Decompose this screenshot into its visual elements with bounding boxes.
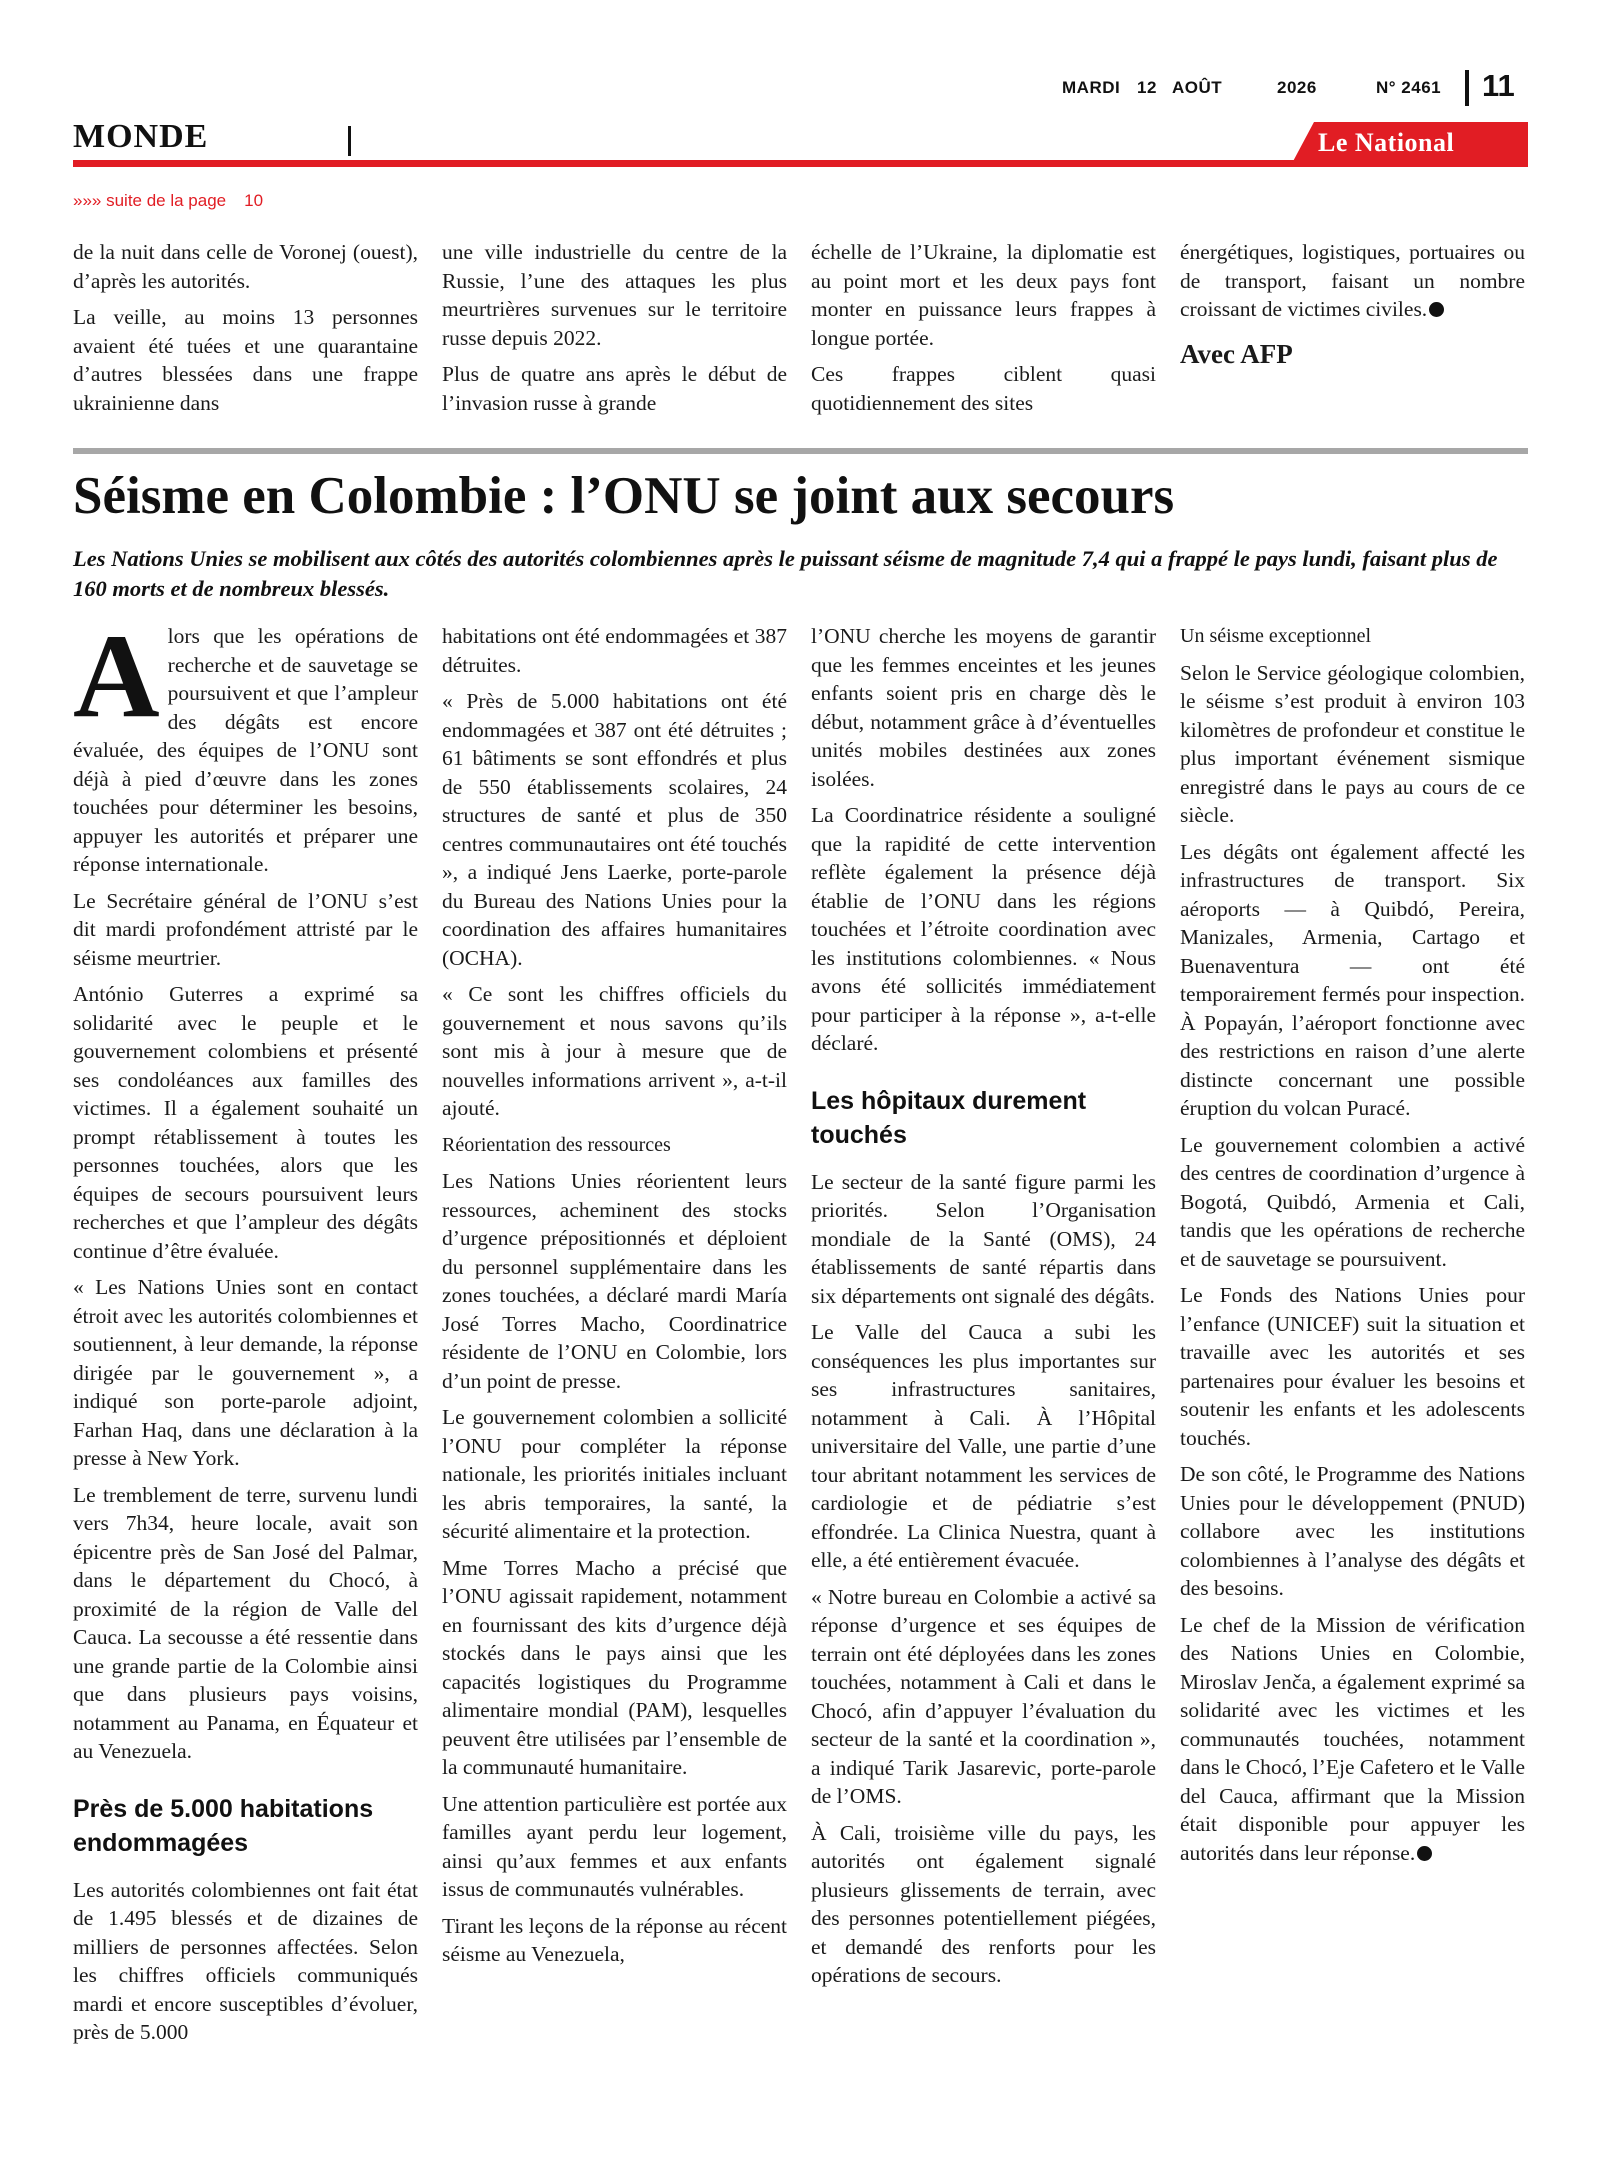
paragraph: une ville industrielle du centre de la Russie, l’une des attaques les plus meurtrières survenues sur le territoire russe depuis 2022. bbox=[442, 240, 787, 350]
masthead-dateline bbox=[0, 78, 1600, 118]
paragraph: « Notre bureau en Colombie a activé sa réponse d’urgence et ses équipes de terrain ont été déployées dans les zones touchées, notamment à Cali et dans le Chocó, afin d’appuyer l’évaluation du secteur de la santé et la coordination », a indiqué Tarik Jasarevic, porte-parole de l’OMS. bbox=[811, 1584, 1156, 1808]
article-column-2 bbox=[442, 622, 787, 1977]
paragraph: Le Secrétaire général de l’ONU s’est dit mardi profondément attristé par le séisme meurtrier. bbox=[73, 888, 418, 970]
section-title: MONDE bbox=[73, 118, 209, 155]
dateline-date: 12 bbox=[1137, 78, 1157, 97]
end-mark-icon bbox=[1429, 302, 1444, 317]
dateline-month: AOÛT bbox=[1172, 78, 1223, 97]
subheading: Les hôpitaux durement touchés bbox=[811, 1086, 1087, 1149]
lead-paragraph bbox=[73, 609, 418, 879]
signature: Avec AFP bbox=[1180, 338, 1293, 369]
paragraph: « Près de 5.000 habitations ont été endommagées et 387 ont été détruites ; 61 bâtiments se sont effondrés et plus de 550 établissements scolaires, 24 structures de santé et plus de 350 centres communautaires ont été touchés », a indiqué Jens Laerke, porte-parole du Bureau des Nations Unies pour la coordination des affaires humanitaires (OCHA). bbox=[442, 689, 787, 970]
article-separator bbox=[73, 448, 1528, 454]
article-column-3 bbox=[811, 622, 1156, 1998]
paragraph-text: énergétiques, logistiques, portuaires ou de transport, faisant un nombre croissant de victimes civiles. bbox=[1180, 240, 1525, 321]
continued-prefix: »»» suite de la page bbox=[73, 191, 227, 210]
paragraph-text: Le chef de la Mission de vérification des Nations Unies en Colombie, Miroslav Jenča, a également exprimé sa solidarité avec les victimes et les communautés touchées, notamment dans le Chocó, l’Eje Cafetero et le Valle del Cauca, affirmant que la Mission était disponible pour appuyer les autorités dans leur réponse. bbox=[1180, 1612, 1525, 1865]
lead-text: lors que les opérations de recherche et de sauvetage se poursuivent et que l’ampleur des dégâts est encore évaluée, des équipes de l’ONU sont déjà à pied d’œuvre dans les zones touchées pour déterminer les besoins, appuyer les autorités et préparer une réponse internationale. bbox=[73, 624, 418, 876]
continued-page: 10 bbox=[244, 191, 264, 210]
paragraph: La Coordinatrice résidente a souligné que la rapidité de cette intervention reflète également la présence déjà établie de l’ONU dans les régions touchées et l’étroite coordination avec les institutions colombiennes. « Nous avons été sollicités immédiatement pour participer à la réponse », a-t-elle déclaré. bbox=[811, 803, 1156, 1055]
subheading: Près de 5.000 habitations endommagées bbox=[73, 1794, 374, 1857]
paragraph: Selon le Service géologique colombien, le séisme s’est produit à environ 103 kilomètres de profondeur et constitue le plus important événement sismique enregistré dans le pays au cours de ce siècle. bbox=[1180, 660, 1525, 827]
continued-from[interactable] bbox=[73, 191, 263, 211]
end-mark-icon bbox=[1417, 1846, 1432, 1861]
paragraph: Le Fonds des Nations Unies pour l’enfance (UNICEF) suit la situation et travaille avec les autorités et ses partenaires pour évaluer les besoins et soutenir les enfants et les adolescents touchés. bbox=[1180, 1283, 1525, 1450]
prev-column-3 bbox=[811, 238, 1156, 425]
paragraph: Ces frappes ciblent quasi quotidiennement des sites bbox=[811, 362, 1156, 415]
article-column-4 bbox=[1180, 622, 1525, 1875]
section-divider bbox=[348, 126, 351, 156]
paragraph bbox=[1180, 238, 1525, 324]
paragraph: Mme Torres Macho a précisé que l’ONU agissait rapidement, notamment en fournissant des kits d’urgence déjà stockés dans le pays ainsi que les capacités logistiques du Programme alimentaire mondial (PAM), lesquelles peuvent être utilisées par l’ensemble de la communauté humanitaire. bbox=[442, 1555, 787, 1779]
prev-column-4 bbox=[1180, 238, 1525, 376]
page-number: 11 bbox=[1482, 68, 1515, 103]
paragraph: Le gouvernement colombien a activé des centres de coordination d’urgence à Bogotá, Quibdó, Armenia et Cali, tandis que les opérations de recherche et de sauvetage se poursuivent. bbox=[1180, 1132, 1525, 1271]
paragraph: António Guterres a exprimé sa solidarité avec le peuple et le gouvernement colombiens et présenté ses condoléances aux familles des victimes. Il a également souhaité un prompt rétablissement à toutes les personnes touchées, alors que les équipes de secours poursuivent leurs recherches et que l’ampleur des dégâts continue d’être évaluée. bbox=[73, 982, 418, 1263]
paragraph: habitations ont été endommagées et 387 détruites. bbox=[442, 624, 787, 677]
paragraph: Les autorités colombiennes ont fait état de 1.495 blessés et de dizaines de milliers de personnes affectées. Selon les chiffres officiels communiqués mardi et encore susceptibles d’évoluer, près de 5.000 bbox=[73, 1877, 418, 2044]
issue-number: N° 2461 bbox=[1376, 78, 1442, 97]
paragraph: Le Valle del Cauca a subi les conséquences les plus importantes sur ses infrastructures sanitaires, notamment à Cali. À l’Hôpital universitaire del Valle, une partie d’une tour abritant notamment les services de cardiologie et de pédiatrie s’est effondrée. La Clinica Nuestra, quant à elle, a été entièrement évacuée. bbox=[811, 1320, 1156, 1572]
article-column-1 bbox=[73, 609, 418, 2055]
paragraph: De son côté, le Programme des Nations Unies pour le développement (PNUD) collabore avec les institutions colombiennes à l’analyse des dégâts et des besoins. bbox=[1180, 1462, 1525, 1600]
paragraph bbox=[1180, 1611, 1525, 1868]
paragraph: « Les Nations Unies sont en contact étroit avec les autorités colombiennes et soutiennent, à leur demande, la réponse dirigée par le gouvernement », a indiqué son porte-parole adjoint, Farhan Haq, dans une déclaration à la presse à New York. bbox=[73, 1275, 418, 1470]
article-title: Séisme en Colombie : l’ONU se joint aux secours bbox=[73, 467, 1175, 525]
prev-column-1 bbox=[73, 238, 418, 425]
paragraph: l’ONU cherche les moyens de garantir que les femmes enceintes et les jeunes enfants soient pris en charge dès le début, notamment grâce à d’éventuelles unités mobiles destinées aux zones isolées. bbox=[811, 624, 1156, 791]
article-standfirst: Les Nations Unies se mobilisent aux côtés des autorités colombiennes après le puissant séisme de magnitude 7,4 qui a frappé le pays lundi, faisant plus de 160 morts et de nombreux blessés. bbox=[73, 546, 1498, 601]
paragraph: À Cali, troisième ville du pays, les autorités ont également signalé plusieurs glissements de terrain, avec des personnes potentiellement piégées, et demandé des renforts pour les opérations de secours. bbox=[811, 1820, 1156, 1987]
paragraph: Les Nations Unies réorientent leurs ressources, acheminent des stocks d’urgence prépositionnés et déploient du personnel supplémentaire dans les zones touchées, a déclaré mardi María José Torres Macho, Coordinatrice résidente de l’ONU en Colombie, lors d’un point de presse. bbox=[442, 1169, 787, 1393]
paragraph: Tirant les leçons de la réponse au récent séisme au Venezuela, bbox=[442, 1913, 787, 1966]
page-number-divider bbox=[1465, 70, 1469, 106]
paragraph: Le secteur de la santé figure parmi les priorités. Selon l’Organisation mondiale de la Santé (OMS), 24 établissements de santé répartis dans six départements ont signalé des dégâts. bbox=[811, 1169, 1156, 1308]
paragraph: Le tremblement de terre, survenu lundi vers 7h34, heure locale, avait son épicentre près de San José del Palmar, dans le département du Chocó, à proximité de la région de Valle del Cauca. La secousse a été ressentie dans une grande partie de la Colombie ainsi que dans plusieurs pays voisins, notamment au Panama, en Équateur et au Venezuela. bbox=[73, 1482, 418, 1763]
minor-heading: Réorientation des ressources bbox=[442, 1133, 671, 1156]
minor-heading: Un séisme exceptionnel bbox=[1180, 625, 1372, 647]
prev-column-2 bbox=[442, 238, 787, 425]
dateline-year: 2026 bbox=[1277, 78, 1317, 97]
paragraph: de la nuit dans celle de Voronej (ouest), d’après les autorités. bbox=[73, 240, 418, 293]
brand-name: Le National bbox=[1318, 128, 1455, 157]
paragraph: « Ce sont les chiffres officiels du gouvernement et nous savons qu’ils sont mis à jour à mesure que de nouvelles informations arrivent », a-t-il ajouté. bbox=[442, 982, 787, 1120]
paragraph: Les dégâts ont également affecté les infrastructures de transport. Six aéroports — à Quibdó, Pereira, Manizales, Armenia, Cartago et Buenaventura — ont été temporairement fermés pour inspection. À Popayán, l’aéroport fonctionne avec des restrictions en raison d’une alerte distincte concernant une possible éruption du volcan Puracé. bbox=[1180, 839, 1525, 1120]
paragraph: La veille, au moins 13 personnes avaient été tuées et une quarantaine d’autres blessées dans une frappe ukrainienne dans bbox=[73, 305, 418, 415]
paragraph: échelle de l’Ukraine, la diplomatie est au point mort et les deux pays font monter en puissance leurs frappes à longue portée. bbox=[811, 240, 1156, 350]
drop-cap: A bbox=[73, 609, 160, 742]
paragraph: Plus de quatre ans après le début de l’invasion russe à grande bbox=[442, 362, 787, 415]
paragraph: Une attention particulière est portée aux familles ayant perdu leur logement, ainsi qu’aux femmes et aux enfants issus de communautés vulnérables. bbox=[442, 1791, 787, 1901]
paragraph: Le gouvernement colombien a sollicité l’ONU pour compléter la réponse nationale, les priorités initiales incluant les abris temporaires, la santé, la sécurité alimentaire et la protection. bbox=[442, 1405, 787, 1543]
dateline-day: MARDI bbox=[1062, 78, 1121, 97]
